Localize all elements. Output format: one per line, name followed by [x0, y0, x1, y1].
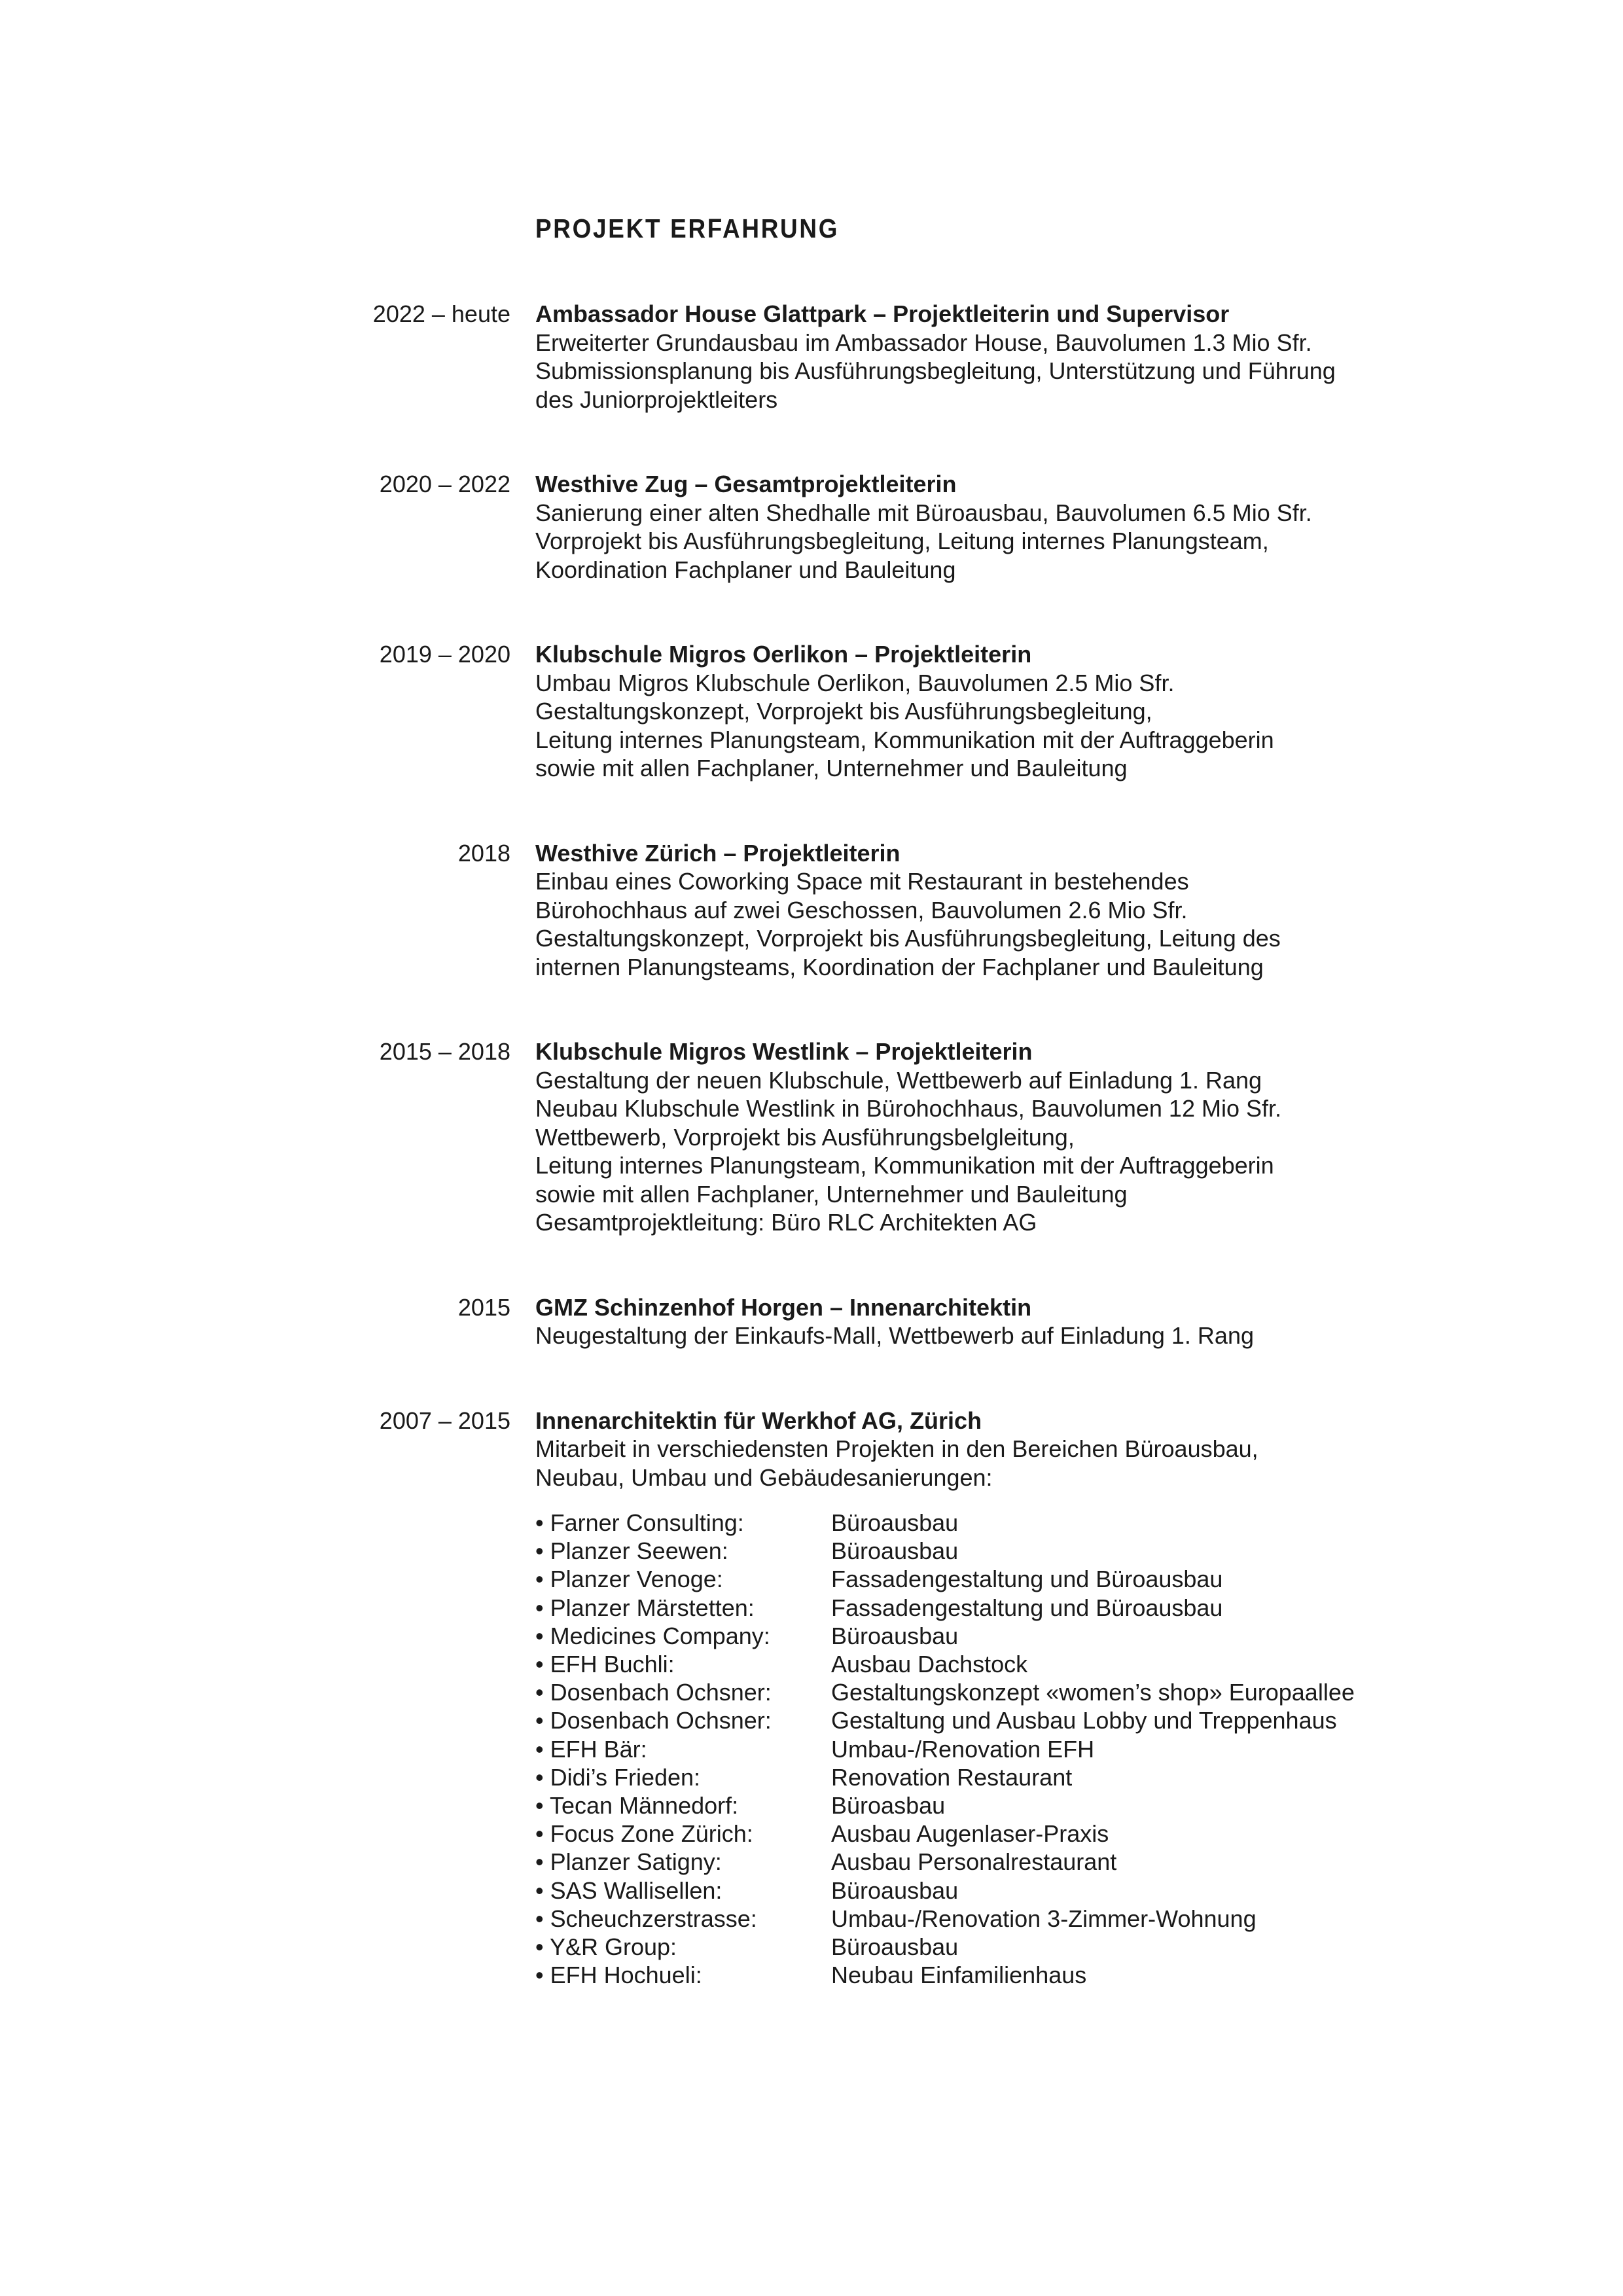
- project-list-item: [535, 1961, 1517, 1989]
- project-work: Büroausbau: [831, 1622, 959, 1649]
- project-work: Renovation Restaurant: [831, 1763, 1073, 1791]
- project-list-item: [535, 1876, 1517, 1905]
- entry-description-line: Neubau Klubschule Westlink in Bürohochhaus, Bauvolumen 12 Mio Sfr.: [535, 1095, 1281, 1122]
- project-list-item: [535, 1706, 1517, 1734]
- entry-description-line: Koordination Fachplaner und Bauleitung: [535, 556, 956, 583]
- project-list-item: [535, 1905, 1517, 1933]
- project-work: Gestaltung und Ausbau Lobby und Treppenhaus: [831, 1707, 1337, 1734]
- project-client: • Y&R Group:: [535, 1933, 677, 1961]
- entry-description-line: Mitarbeit in verschiedensten Projekten in den Bereichen Büroausbau,: [535, 1435, 1258, 1462]
- project-work: Neubau Einfamilienhaus: [831, 1962, 1087, 1989]
- project-work: Ausbau Personalrestaurant: [831, 1848, 1117, 1876]
- entry-description-line: Gestaltung der neuen Klubschule, Wettbewerb auf Einladung 1. Rang: [535, 1066, 1262, 1094]
- project-client: • Farner Consulting:: [535, 1509, 744, 1536]
- entry-date: 2019 – 2020: [379, 641, 510, 668]
- entry-date: 2007 – 2015: [379, 1407, 510, 1434]
- project-client: • Dosenbach Ochsner:: [535, 1707, 772, 1734]
- project-work: Büroausbau: [831, 1537, 959, 1565]
- project-list-item: [535, 1650, 1517, 1678]
- project-work: Umbau-/Renovation 3-Zimmer-Wohnung: [831, 1905, 1257, 1932]
- project-list-item: [535, 1735, 1517, 1763]
- project-list-item: [535, 1594, 1517, 1622]
- project-client: • Planzer Venoge:: [535, 1566, 723, 1593]
- entry-title: GMZ Schinzenhof Horgen – Innenarchitektin: [535, 1293, 1032, 1321]
- entry-title: Westhive Zug – Gesamtprojektleiterin: [535, 471, 957, 497]
- entry-description-line: Neugestaltung der Einkaufs-Mall, Wettbewerb auf Einladung 1. Rang: [535, 1322, 1254, 1349]
- entry-body: [535, 470, 1517, 584]
- entry-body: [535, 1293, 1517, 1350]
- project-list-item: [535, 1537, 1517, 1565]
- entry-description-line: sowie mit allen Fachplaner, Unternehmer und Bauleitung: [535, 755, 1128, 781]
- project-list-item: [535, 1933, 1517, 1961]
- project-work: Fassadengestaltung und Büroausbau: [831, 1594, 1223, 1621]
- project-list-item: [535, 1509, 1517, 1537]
- project-list-item: [535, 1622, 1517, 1650]
- entry-body: [535, 1407, 1517, 1990]
- project-list-item: [535, 1820, 1517, 1848]
- entry-body: [535, 640, 1517, 783]
- entry-description-line: Sanierung einer alten Shedhalle mit Büroausbau, Bauvolumen 6.5 Mio Sfr.: [535, 499, 1312, 526]
- entry-description-line: des Juniorprojektleiters: [535, 386, 778, 413]
- experience-entry: [0, 640, 1623, 783]
- project-work: Büroasbau: [831, 1792, 946, 1820]
- entry-description-line: Submissionsplanung bis Ausführungsbegleitung, Unterstützung und Führung: [535, 357, 1336, 384]
- entry-description-line: Einbau eines Coworking Space mit Restaurant in bestehendes: [535, 868, 1189, 895]
- entry-description-line: Erweiterter Grundausbau im Ambassador House, Bauvolumen 1.3 Mio Sfr.: [535, 329, 1312, 356]
- project-client: • Dosenbach Ochsner:: [535, 1679, 772, 1706]
- entry-description-line: Leitung internes Planungsteam, Kommunikation mit der Auftraggeberin: [535, 1152, 1274, 1179]
- entry-title: Klubschule Migros Oerlikon – Projektleiterin: [535, 641, 1032, 668]
- entry-description-line: Neubau, Umbau und Gebäudesanierungen:: [535, 1463, 993, 1491]
- project-client: • Scheuchzerstrasse:: [535, 1905, 757, 1932]
- entry-date: 2022 – heute: [372, 300, 510, 327]
- entry-title: Innenarchitektin für Werkhof AG, Zürich: [535, 1407, 982, 1434]
- experience-entry: [0, 1037, 1623, 1237]
- entry-date: 2015: [457, 1293, 510, 1321]
- project-work: Gestaltungskonzept «women’s shop» Europaallee: [831, 1679, 1355, 1706]
- project-client: • Planzer Seewen:: [535, 1537, 728, 1565]
- project-work: Büroausbau: [831, 1933, 959, 1961]
- project-list-item: [535, 1763, 1517, 1791]
- entry-description-line: Vorprojekt bis Ausführungsbegleitung, Leitung internes Planungsteam,: [535, 528, 1269, 554]
- entry-body: [535, 839, 1517, 982]
- project-list-item: [535, 1791, 1517, 1820]
- project-work: Büroausbau: [831, 1509, 959, 1536]
- entry-description-line: Leitung internes Planungsteam, Kommunikation mit der Auftraggeberin: [535, 726, 1274, 753]
- entry-description-line: Gestaltungskonzept, Vorprojekt bis Ausführungsbegleitung, Leitung des: [535, 925, 1281, 952]
- entry-title: Ambassador House Glattpark – Projektleiterin und Supervisor: [535, 300, 1230, 327]
- project-work: Ausbau Dachstock: [831, 1651, 1028, 1678]
- entry-title: Westhive Zürich – Projektleiterin: [535, 839, 901, 867]
- project-list: [535, 1509, 1517, 1989]
- entry-description-line: sowie mit allen Fachplaner, Unternehmer und Bauleitung: [535, 1180, 1128, 1208]
- project-work: Ausbau Augenlaser-Praxis: [831, 1820, 1109, 1848]
- project-client: • Planzer Satigny:: [535, 1848, 722, 1876]
- entry-description-line: Gesamtprojektleitung: Büro RLC Architekten AG: [535, 1209, 1037, 1236]
- entry-description-line: Wettbewerb, Vorprojekt bis Ausführungsbelgleitung,: [535, 1123, 1075, 1151]
- project-work: Büroausbau: [831, 1876, 959, 1904]
- experience-entry: [0, 470, 1623, 584]
- project-client: • EFH Buchli:: [535, 1651, 675, 1678]
- project-client: • SAS Wallisellen:: [535, 1876, 722, 1904]
- experience-entry: [0, 1293, 1623, 1350]
- project-client: • EFH Hochueli:: [535, 1962, 702, 1989]
- experience-entry: [0, 300, 1623, 414]
- project-client: • Medicines Company:: [535, 1622, 770, 1649]
- project-client: • Tecan Männedorf:: [535, 1792, 739, 1820]
- project-client: • Focus Zone Zürich:: [535, 1820, 753, 1848]
- section-title: PROJEKT ERFAHRUNG: [535, 213, 840, 243]
- entry-body: [535, 300, 1517, 414]
- entry-date: 2015 – 2018: [379, 1038, 510, 1065]
- entry-title: Klubschule Migros Westlink – Projektleiterin: [535, 1038, 1033, 1065]
- experience-list: [0, 300, 1623, 1989]
- project-client: • EFH Bär:: [535, 1735, 647, 1763]
- project-work: Fassadengestaltung und Büroausbau: [831, 1566, 1223, 1593]
- entry-description-line: Umbau Migros Klubschule Oerlikon, Bauvolumen 2.5 Mio Sfr.: [535, 669, 1175, 696]
- project-list-item: [535, 1678, 1517, 1706]
- entry-date: 2018: [457, 839, 510, 867]
- entry-description-line: Bürohochhaus auf zwei Geschossen, Bauvolumen 2.6 Mio Sfr.: [535, 896, 1188, 924]
- project-client: • Didi’s Frieden:: [535, 1763, 701, 1791]
- experience-entry: [0, 1407, 1623, 1990]
- project-work: Umbau-/Renovation EFH: [831, 1735, 1095, 1763]
- project-client: • Planzer Märstetten:: [535, 1594, 755, 1621]
- entry-description-line: internen Planungsteams, Koordination der Fachplaner und Bauleitung: [535, 953, 1264, 980]
- entry-description-line: Gestaltungskonzept, Vorprojekt bis Ausführungsbegleitung,: [535, 698, 1152, 725]
- entry-date: 2020 – 2022: [379, 471, 510, 497]
- experience-entry: [0, 839, 1623, 982]
- entry-body: [535, 1037, 1517, 1237]
- project-list-item: [535, 1565, 1517, 1593]
- project-list-item: [535, 1848, 1517, 1876]
